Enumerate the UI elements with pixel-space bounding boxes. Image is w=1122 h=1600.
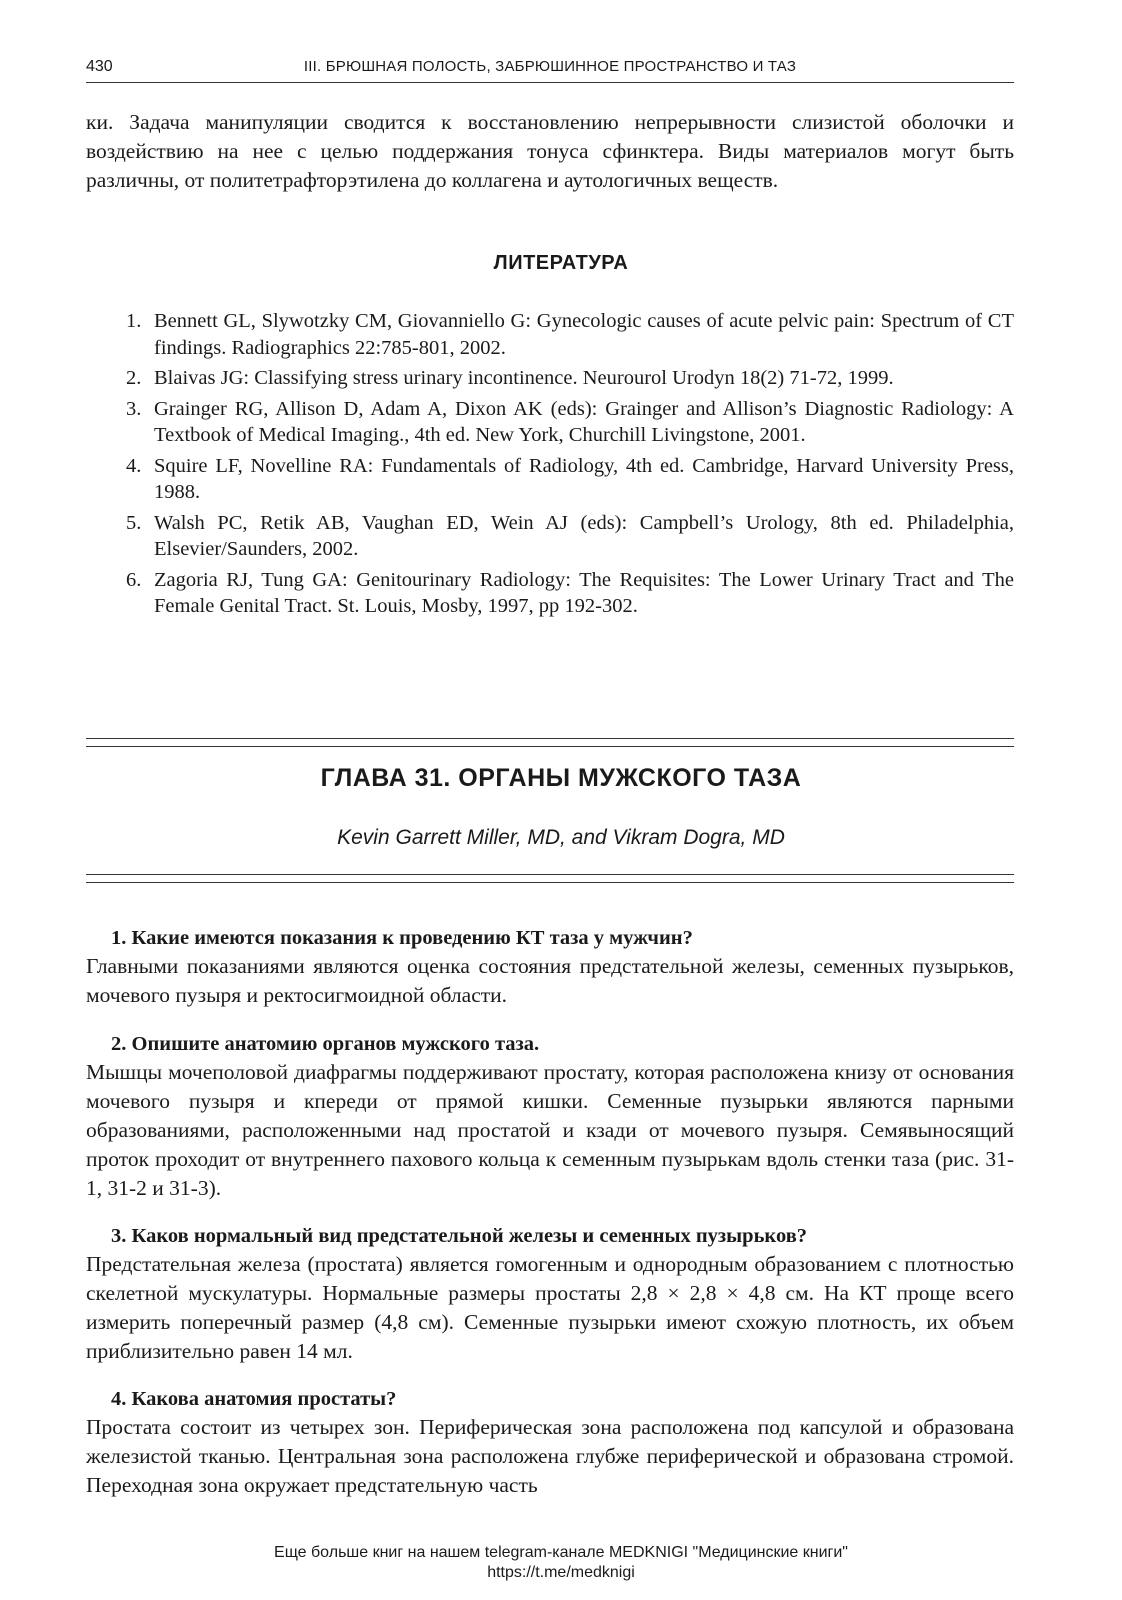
reference-item: [120, 308, 1014, 361]
reference-item: [120, 567, 1014, 620]
reference-number: 2.: [126, 367, 142, 389]
reference-number: 4.: [126, 454, 142, 477]
running-title: III. БРЮШНАЯ ПОЛОСТЬ, ЗАБРЮШИННОЕ ПРОСТРАНСТВО И ТАЗ: [303, 58, 797, 75]
answer-paragraph: Предстательная железа (простата) является гомогенным и однородным образованием с плотностью скелетной мускулатуры. Нормальные размеры простаты 2,8 × 2,8 × 4,8 см. На КТ проще всего измерить поперечный размер (4,8 см). Семенные пузырьки имеют схожую плотность, их объем приблизительно равен 14 мл.: [86, 1252, 1014, 1363]
qa-block: [86, 1222, 1014, 1366]
chapter-rule-bottom-1: [86, 874, 1014, 875]
reference-text: Blaivas JG: Classifying stress urinary incontinence. Neurourol Urodyn 18(2) 71-72, 1999.: [154, 367, 894, 389]
qa-block: [86, 924, 1014, 1010]
reference-text: Zagoria RJ, Tung GA: Genitourinary Radiology: The Requisites: The Lower Urinary Tract and The Female Genital Tract. St. Louis, Mosby, 1997, pp 192-302.: [154, 568, 1014, 617]
qa-block: [86, 1385, 1014, 1500]
reference-number: 5.: [126, 511, 142, 534]
answer-paragraph: Главными показаниями являются оценка состояния предстательной железы, семенных пузырьков, мочевого пузыря и ректосигмоидной области.: [86, 954, 1014, 1007]
chapter-rule-bottom-2: [86, 882, 1014, 883]
footer-link[interactable]: https://t.me/medknigi: [487, 1564, 635, 1581]
reference-item: [120, 453, 1014, 506]
reference-number: 1.: [126, 310, 142, 332]
question-heading: 4. Какова анатомия простаты?: [111, 1388, 397, 1410]
reference-text: Grainger RG, Allison D, Adam A, Dixon AK (eds): Grainger and Allison’s Diagnostic Radiology: A Textbook of Medical Imaging., 4th ed. New York, Churchill Livingstone, 2001.: [154, 397, 1014, 446]
reference-text: Walsh PC, Retik AB, Vaughan ED, Wein AJ (eds): Campbell’s Urology, 8th ed. Philadelphia, Elsevier/Saunders, 2002.: [154, 511, 1014, 560]
footer-telegram-line: Еще больше книг на нашем telegram-канале MEDKNIGI "Медицинские книги": [274, 1544, 848, 1561]
reference-number: 3.: [126, 397, 142, 420]
chapter-rule-top-1: [86, 738, 1014, 739]
literature-heading: ЛИТЕРАТУРА: [493, 252, 629, 274]
reference-item: [120, 510, 1014, 563]
chapter-title: ГЛАВА 31. ОРГАНЫ МУЖСКОГО ТАЗА: [320, 764, 802, 792]
reference-number: 6.: [126, 568, 142, 591]
qa-block: [86, 1030, 1014, 1203]
reference-text: Bennett GL, Slywotzky CM, Giovanniello G: Gynecologic causes of acute pelvic pain: Spectrum of CT findings. Radiographics 22:785-801, 2002.: [154, 310, 1014, 359]
intro-paragraph: ки. Задача манипуляции сводится к восстановлению непрерывности слизистой оболочки и воздействию на нее с целью поддержания тонуса сфинктера. Виды материалов могут быть различны, от политетрафторэтилена до коллагена и аутологичных веществ.: [86, 110, 1014, 192]
chapter-rule-top-2: [86, 746, 1014, 747]
question-heading: 1. Какие имеются показания к проведению КТ таза у мужчин?: [111, 927, 693, 949]
reference-list: [120, 308, 1014, 624]
reference-item: [120, 396, 1014, 449]
question-heading: 2. Опишите анатомию органов мужского таза.: [111, 1033, 540, 1055]
chapter-authors: Kevin Garrett Miller, MD, and Vikram Dogra, MD: [337, 826, 785, 849]
question-heading: 3. Каков нормальный вид предстательной железы и семенных пузырьков?: [111, 1225, 808, 1247]
answer-paragraph: Мышцы мочеполовой диафрагмы поддерживают простату, которая расположена книзу от основания мочевого пузыря и кпереди от прямой кишки. Семенные пузырьки являются парными образованиями, расположенными над простатой и кзади от мочевого пузыря. Семявыносящий проток проходит от внутреннего пахового кольца к семенным пузырькам вдоль стенки таза (рис. 31-1, 31-2 и 31-3).: [86, 1060, 1014, 1200]
running-header: [86, 56, 1014, 83]
answer-paragraph: Простата состоит из четырех зон. Периферическая зона расположена под капсулой и образована железистой тканью. Центральная зона расположена глубже периферической и образована стромой. Переходная зона окружает предстательную часть: [86, 1415, 1014, 1497]
reference-item: [120, 365, 1014, 392]
page-number: 430: [86, 58, 113, 75]
page-footer: [0, 1543, 1122, 1583]
reference-text: Squire LF, Novelline RA: Fundamentals of Radiology, 4th ed. Cambridge, Harvard University Press, 1988.: [154, 454, 1014, 503]
